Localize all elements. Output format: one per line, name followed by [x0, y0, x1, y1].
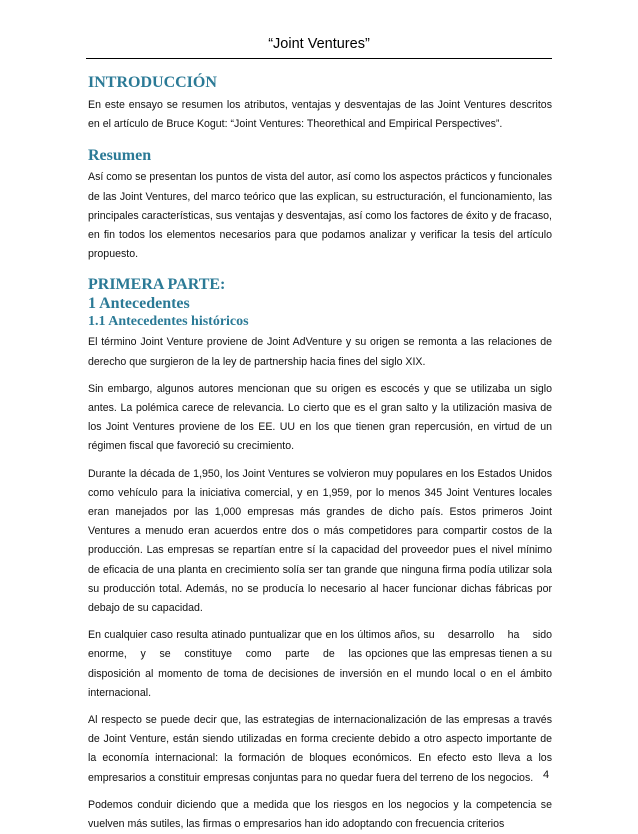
body-paragraph: Al respecto se puede decir que, las estrategias de internacionalización de las empresas a través de Joint Venture, están siendo utilizadas en forma creciente debido a otro aspecto importante de la economía internacional: la formación de bloques económicos. En efecto esto lleva a los empresarios a constituir empresas conjuntas para no quedar fuera del terreno de los negocios.: [88, 714, 552, 784]
body-paragraph: El término Joint Venture proviene de Joint AdVenture y su origen se remonta a las relaciones de derecho que surgieron de la ley de partnership hacia fines del siglo XIX.: [88, 336, 552, 368]
intro-paragraph: En este ensayo se resumen los atributos, ventajas y desventajas de las Joint Ventures descritos en el artículo de Bruce Kogut: “Joint Ventures: Theorethical and Empirical Perspectives”.: [88, 99, 552, 131]
heading-antecedentes-historicos: 1.1 Antecedentes históricos: [88, 314, 249, 330]
resumen-paragraph: Así como se presentan los puntos de vista del autor, así como los aspectos prácticos y funcionales de las Joint Ventures, del marco teórico que las explican, su estructuración, el funcionamiento, las principales características, sus ventajas y desventajas, así como los factores de éxito y de fracaso, en fin todos los elementos necesarios para que podamos analizar y verificar la tesis del artículo propuesto.: [88, 171, 552, 261]
heading-resumen: Resumen: [88, 147, 152, 165]
heading-introduccion: INTRODUCCIÓN: [88, 74, 217, 91]
page-header-title: “Joint Ventures”: [268, 36, 370, 52]
page-content: [88, 71, 555, 834]
body-paragraph: En cualquier caso resulta atinado puntualizar que en los últimos años, su desarrollo ha sido enorme, y se constituye como parte de las opciones que las empresas tienen a su disposición al momento de toma de decisiones de inversión en el mundo local o en el ámbito internacional.: [88, 629, 555, 699]
body-paragraph: Podemos conduir diciendo que a medida que los riesgos en los negocios y la competencia se vuelven más sutiles, las firmas o empresarios han ido adoptando con frecuencia criterios: [88, 798, 552, 831]
heading-primera-parte: PRIMERA PARTE:: [88, 276, 226, 294]
body-paragraph: Sin embargo, algunos autores mencionan que su origen es escocés y que se utilizaba un siglo antes. La polémica carece de relevancia. Lo cierto que es el gran salto y la utilización masiva de los Joint Ventures proviene de los EE. UU en los que tienen gran repercusión, en virtud de un régimen fiscal que favoreció su crecimiento.: [88, 382, 552, 453]
page-number: 4: [543, 769, 550, 781]
heading-antecedentes: 1 Antecedentes: [88, 295, 190, 313]
body-paragraph: Durante la década de 1,950, los Joint Ventures se volvieron muy populares en los Estados Unidos como vehículo para la iniciativa comercial, y en 1,959, por lo menos 345 Joint Ventures locales eran manejados por las 1,000 empresas más grandes de dicho país. Estos primeros Joint Ventures a menudo eran acuerdos entre dos o más competidores para compartir costos de la producción. Las empresas se repartían entre sí la capacidad del proveedor pues el nivel mínimo de eficacia de una planta en crecimiento solía ser tan grande que ninguna firma podía utilizar sola su producción total. Además, no se producía lo necesario al hacer funcionar dichas fábricas por debajo de su capacidad.: [88, 467, 552, 615]
header-divider: [86, 58, 552, 59]
